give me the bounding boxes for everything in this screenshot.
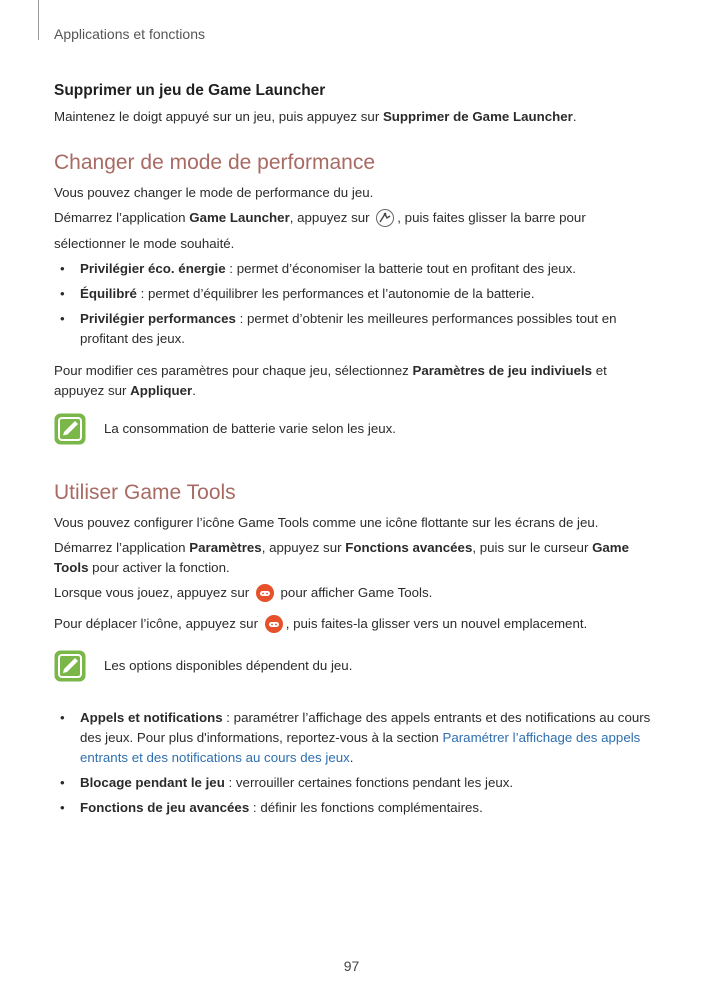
page-number: 97 xyxy=(343,958,360,974)
performance-step: Démarrez l’application Game Launcher, appuyez sur , puis faites glisser la barre pour sélectionner le mode souhaité. xyxy=(54,210,586,251)
list-item: • Privilégier éco. énergie : permet d’économiser la batterie tout en profitant des jeux. xyxy=(60,261,576,276)
performance-intro: Vous pouvez changer le mode de performance du jeu. xyxy=(54,185,374,200)
performance-mode-icon xyxy=(375,208,395,234)
note-battery xyxy=(54,413,654,453)
gametools-intro: Vous pouvez configurer l’icône Game Tools comme une icône flottante sur les écrans de jeu. xyxy=(54,515,599,530)
list-item: • Équilibré : permet d’équilibrer les performances et l’autonomie de la batterie. xyxy=(60,286,535,301)
gametools-heading: Utiliser Game Tools xyxy=(54,481,236,504)
gametools-features-list xyxy=(54,708,654,818)
note-icon xyxy=(54,413,86,445)
list-item: • Privilégier performances : permet d’obtenir les meilleures performances possibles tout en profitant des jeux. xyxy=(60,311,617,346)
gametools-icon xyxy=(255,583,275,609)
note-options xyxy=(54,650,654,690)
list-item: • Blocage pendant le jeu : verrouiller certaines fonctions pendant les jeux. xyxy=(60,775,514,790)
gametools-move: Pour déplacer l’icône, appuyez sur , puis faites-la glisser vers un nouvel emplacement. xyxy=(54,614,654,640)
gametools-icon xyxy=(264,614,284,640)
gametools-step: Démarrez l’application Paramètres, appuyez sur Fonctions avancées, puis sur le curseur Game Tools pour activer la fonction. xyxy=(54,540,630,575)
page-content xyxy=(54,82,654,823)
header-rule xyxy=(38,0,39,40)
delete-heading: Supprimer un jeu de Game Launcher xyxy=(54,82,326,99)
performance-options-list xyxy=(54,259,654,349)
note-text: La consommation de batterie varie selon les jeux. xyxy=(104,421,396,436)
note-icon xyxy=(54,650,86,682)
performance-heading: Changer de mode de performance xyxy=(54,151,376,174)
list-item: • Fonctions de jeu avancées : définir les fonctions complémentaires. xyxy=(60,800,483,815)
list-item: • Appels et notifications : paramétrer l’affichage des appels entrants et des notifications au cours des jeux. Pour plus d'informations, reportez-vous à la section Paramétrer l’affichage des appels entrants et des notifications au cours des jeux. xyxy=(60,710,651,765)
delete-paragraph: Maintenez le doigt appuyé sur un jeu, puis appuyez sur Supprimer de Game Launcher. xyxy=(54,109,577,124)
header-title: Applications et fonctions xyxy=(54,26,205,42)
gametools-play: Lorsque vous jouez, appuyez sur pour afficher Game Tools. xyxy=(54,583,654,609)
modify-paragraph: Pour modifier ces paramètres pour chaque jeu, sélectionnez Paramètres de jeu indiviuels et appuyez sur Appliquer. xyxy=(54,363,607,398)
cross-reference-link[interactable]: Paramétrer l’affichage des appels entrants et des notifications au cours des jeux xyxy=(80,730,641,765)
note-text: Les options disponibles dépendent du jeu. xyxy=(104,658,353,673)
